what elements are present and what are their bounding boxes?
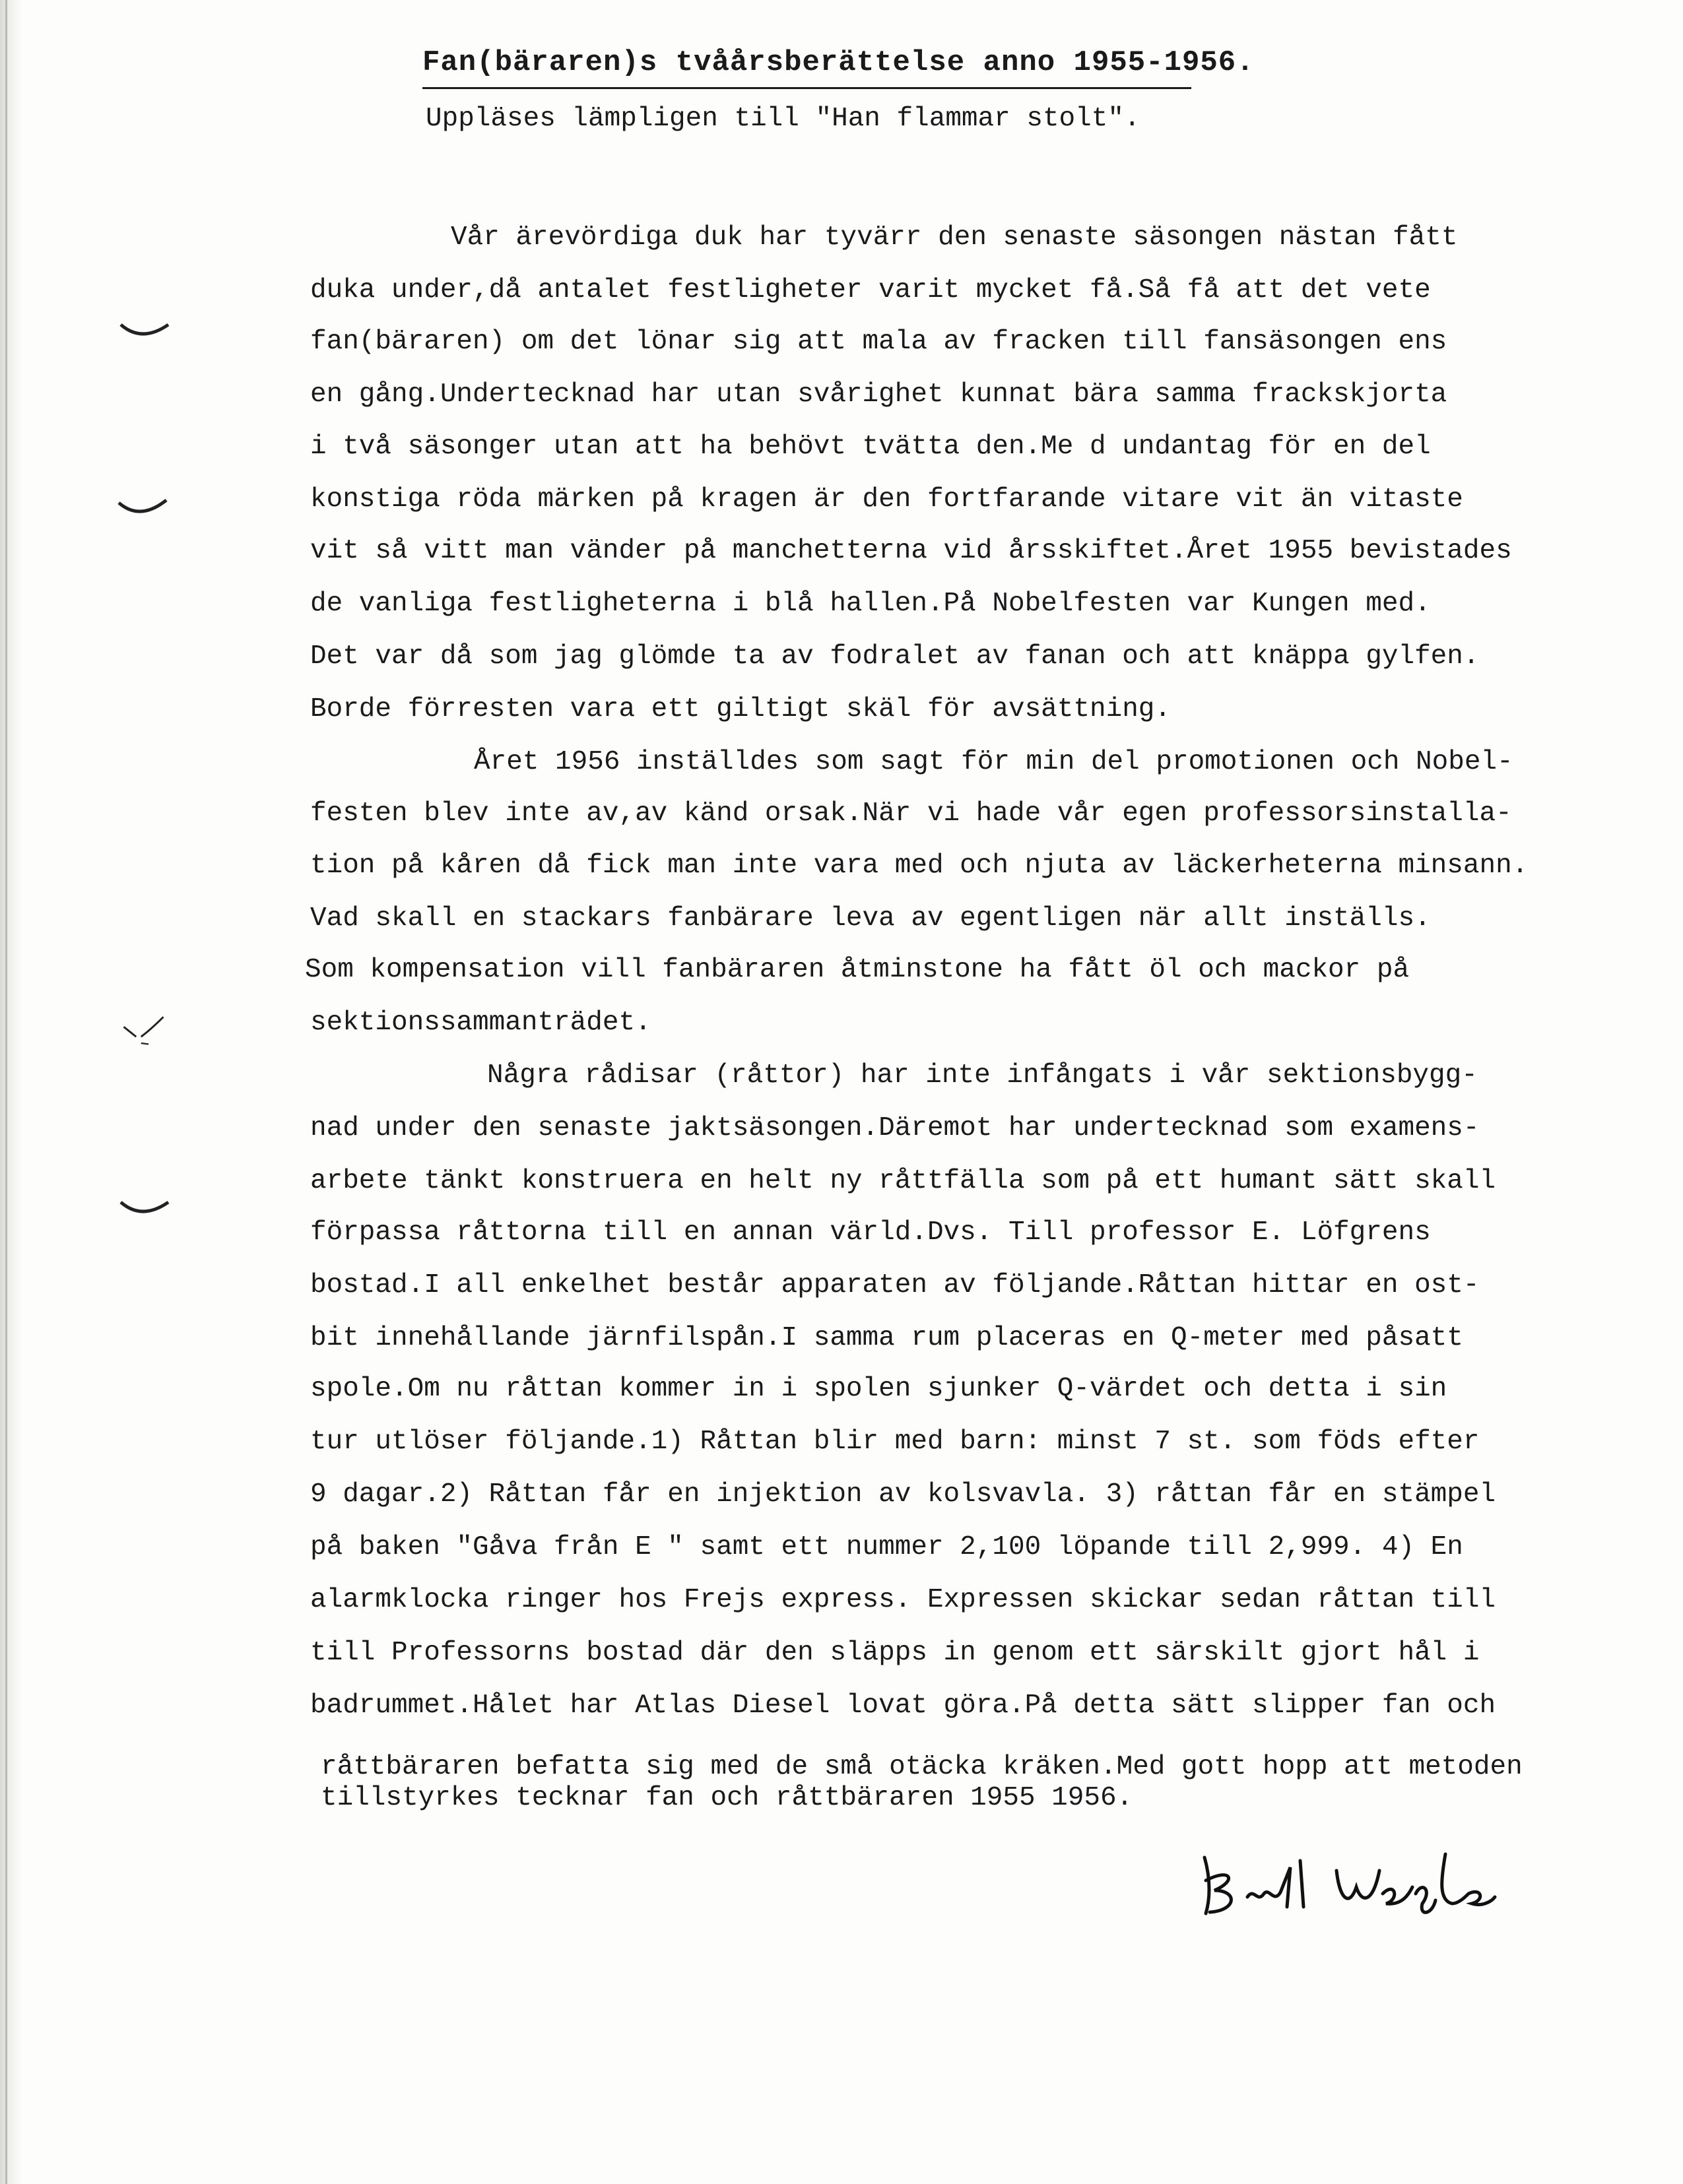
text-line: en gång.Undertecknad har utan svårighet kunnat bära samma frackskjorta: [310, 379, 1447, 410]
text-line: Året 1956 inställdes som sagt för min del promotionen och Nobel-: [474, 747, 1513, 777]
text-line: tion på kåren då fick man inte vara med och njuta av läckerheterna minsann.: [310, 851, 1529, 881]
text-line: Det var då som jag glömde ta av fodralet av fanan och att knäppa gylfen.: [310, 641, 1480, 672]
binder-mark: [114, 488, 173, 528]
document-title: Fan(bäraren)s tvåårsberättelse anno 1955-1956.: [422, 46, 1255, 79]
binder-mark: [116, 310, 175, 350]
text-line: vit så vitt man vänder på manchetterna vid årsskiftet.Året 1955 bevistades: [310, 536, 1512, 566]
text-line: duka under,då antalet festligheter varit mycket få.Så få att det vete: [310, 275, 1431, 305]
text-line: spole.Om nu råttan kommer in i spolen sjunker Q-värdet och detta i sin: [310, 1374, 1447, 1404]
text-line: Borde förresten vara ett giltigt skäl för avsättning.: [310, 694, 1172, 724]
text-line: de vanliga festligheterna i blå hallen.På Nobelfesten var Kungen med.: [310, 589, 1431, 619]
text-line: alarmklocka ringer hos Frejs express. Expressen skickar sedan råttan till: [310, 1585, 1496, 1615]
text-line: Vår ärevördiga duk har tyvärr den senaste säsongen nästan fått: [451, 222, 1458, 253]
text-line: bostad.I all enkelhet består apparaten av följande.Råttan hittar en ost-: [310, 1270, 1480, 1301]
text-line: i två säsonger utan att ha behövt tvätta den.Me d undantag för en del: [310, 432, 1431, 462]
text-line: badrummet.Hålet har Atlas Diesel lovat göra.På detta sätt slipper fan och: [310, 1690, 1496, 1721]
text-line: förpassa råttorna till en annan värld.Dvs. Till professor E. Löfgrens: [310, 1217, 1431, 1248]
binder-mark: [119, 1010, 178, 1049]
text-line: arbete tänkt konstruera en helt ny råttfälla som på ett humant sätt skall: [310, 1166, 1496, 1196]
text-line: Vad skall en stackars fanbärare leva av egentligen när allt inställs.: [310, 903, 1431, 934]
handwritten-signature: [1191, 1841, 1502, 1920]
title-underline: [422, 87, 1191, 89]
document-subtitle: Uppläses lämpligen till "Han flammar stolt".: [426, 104, 1140, 134]
text-line: konstiga röda märken på kragen är den fortfarande vitare vit än vitaste: [310, 484, 1463, 515]
binder-mark: [116, 1188, 175, 1227]
text-line: tillstyrkes tecknar fan och råttbäraren 1955 1956.: [321, 1783, 1133, 1813]
text-line: 9 dagar.2) Råttan får en injektion av kolsvavla. 3) råttan får en stämpel: [310, 1479, 1496, 1510]
text-line: på baken "Gåva från E " samt ett nummer 2,100 löpande till 2,999. 4) En: [310, 1532, 1463, 1562]
text-line: tur utlöser följande.1) Råttan blir med barn: minst 7 st. som föds efter: [310, 1427, 1480, 1457]
text-line: Några rådisar (råttor) har inte infångats i vår sektionsbygg-: [487, 1060, 1478, 1091]
text-line: Som kompensation vill fanbäraren åtminstone ha fått öl och mackor på: [305, 955, 1410, 985]
text-line: nad under den senaste jaktsäsongen.Däremot har undertecknad som examens-: [310, 1113, 1480, 1143]
text-line: bit innehållande järnfilspån.I samma rum placeras en Q-meter med påsatt: [310, 1323, 1463, 1353]
text-line: fan(bäraren) om det lönar sig att mala av fracken till fansäsongen ens: [310, 327, 1447, 357]
text-line: till Professorns bostad där den släpps in genom ett särskilt gjort hål i: [310, 1638, 1480, 1668]
text-line: festen blev inte av,av känd orsak.När vi hade vår egen professorsinstalla-: [310, 798, 1512, 829]
binding-edge-line: [5, 0, 7, 2184]
binding-edge: [0, 0, 22, 2184]
text-line: råttbäraren befatta sig med de små otäcka kräken.Med gott hopp att metoden: [321, 1752, 1523, 1782]
text-line: sektionssammanträdet.: [310, 1008, 651, 1038]
